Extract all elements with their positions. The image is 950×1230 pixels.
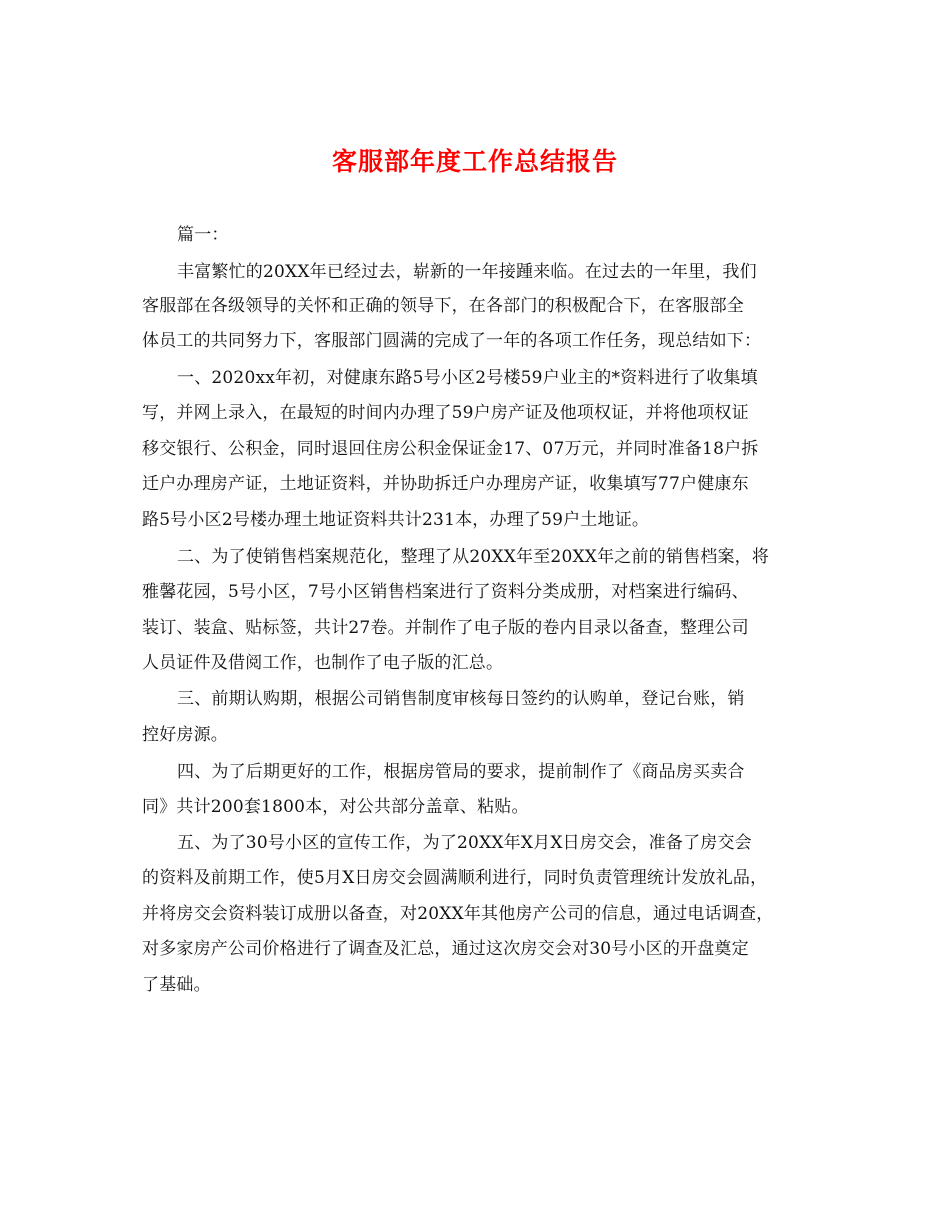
text-line: 客服部在各级领导的关怀和正确的领导下，在各部门的积极配合下，在客服部全 [142,296,744,316]
text-line: 同》共计200套1800本，对公共部分盖章、粘贴。 [142,797,529,817]
text-line: 雅馨花园，5号小区，7号小区销售档案进行了资料分类成册，对档案进行编码、 [142,582,749,602]
text-line: 篇一： [177,225,229,245]
text-line: 人员证件及借阅工作，也制作了电子版的汇总。 [142,653,504,673]
text-line: 写，并网上录入，在最短的时间内办理了59户房产证及他项权证，并将他项权证 [142,403,749,423]
text-line: 并将房交会资料装订成册以备查，对20XX年其他房产公司的信息，通过电话调查， [142,904,774,924]
text-line: 四、为了后期更好的工作，根据房管局的要求，提前制作了《商品房买卖合 [177,762,745,782]
text-line: 三、前期认购期，根据公司销售制度审核每日签约的认购单，登记台账，销 [177,689,745,709]
text-line: 的资料及前期工作，使5月X日房交会圆满顺利进行，同时负责管理统计发放礼品， [142,868,768,888]
text-line: 一、2020xx年初，对健康东路5号小区2号楼59户业主的*资料进行了收集填 [177,368,758,388]
text-line: 对多家房产公司价格进行了调查及汇总，通过这次房交会对30号小区的开盘奠定 [142,939,749,959]
text-line: 了基础。 [142,975,211,995]
text-line: 体员工的共同努力下，客服部门圆满的完成了一年的各项工作任务，现总结如下： [142,331,762,351]
text-line: 路5号小区2号楼办理土地证资料共计231本，办理了59户土地证。 [142,510,650,530]
text-line: 五、为了30号小区的宣传工作，为了20XX年X月X日房交会，准备了房交会 [177,833,752,853]
text-line: 丰富繁忙的20XX年已经过去，崭新的一年接踵来临。在过去的一年里，我们 [177,262,757,282]
document-title: 客服部年度工作总结报告 [331,147,618,176]
text-line: 迁户办理房产证，土地证资料，并协助拆迁户办理房产证，收集填写77户健康东 [142,474,749,494]
text-line: 二、为了使销售档案规范化，整理了从20XX年至20XX年之前的销售档案，将 [177,547,770,567]
text-line: 移交银行、公积金，同时退回住房公积金保证金17、07万元，并同时准备18户拆 [142,439,759,459]
text-line: 装订、装盒、贴标签，共计27卷。并制作了电子版的卷内目录以备查，整理公司 [142,618,749,638]
text-line: 控好房源。 [142,725,228,745]
